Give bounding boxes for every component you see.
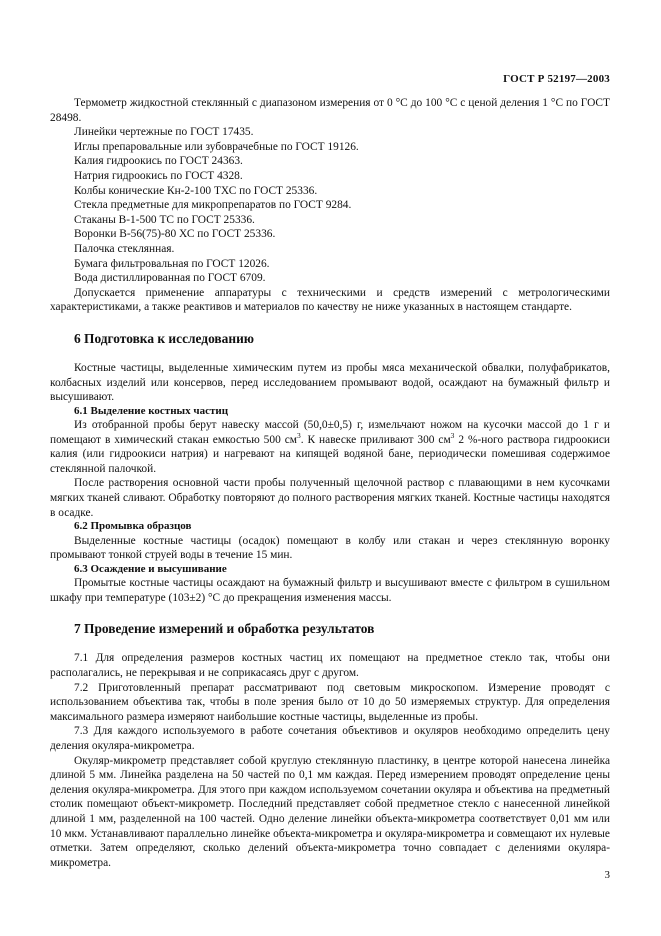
section-7-heading: 7 Проведение измерений и обработка результатов [74, 621, 375, 637]
equipment-item: Палочка стеклянная. [74, 242, 175, 255]
equipment-item: Натрия гидроокись по ГОСТ 4328. [74, 169, 243, 182]
subsection-6-1-paragraph-2: После растворения основной части пробы полученный щелочной раствор с плавающими в нем кусочками мягких тканей сливают. Обработку повторяют до полного растворения мягких тканей. Костные частицы находятся в осадке. [50, 477, 610, 519]
subsection-6-3-paragraph: Промытые костные частицы осаждают на бумажный фильтр и высушивают вместе с фильтром в сушильном шкафу при температуре (103±2) °С до прекращения изменения массы. [50, 577, 610, 604]
subsection-6-2-paragraph: Выделенные костные частицы (осадок) помещают в колбу или стакан и через стеклянную воронку промывают тонкой струей воды в течение 15 мин. [50, 534, 610, 562]
equipment-item: Стекла предметные для микропрепаратов по ГОСТ 9284. [74, 199, 352, 212]
subsection-6-1-heading: 6.1 Выделение костных частиц [74, 404, 229, 417]
subsection-6-3-heading: 6.3 Осаждение и высушивание [74, 562, 227, 575]
paragraph-7-2: 7.2 Приготовленный препарат рассматривают под световым микроскопом. Измерение проводят с использованием объектива так, чтобы в поле зрения было от 10 до 50 измеряемых структур. Для определения максимального размера измеряют наибольшие костные частицы, выделенные из пробы. [50, 681, 610, 723]
subsection-6-2-heading: 6.2 Промывка образцов [74, 520, 192, 533]
standard-header: ГОСТ Р 52197—2003 [503, 73, 610, 85]
equipment-item: Вода дистиллированная по ГОСТ 6709. [74, 272, 266, 285]
equipment-item: Иглы препаровальные или зубоврачебные по ГОСТ 19126. [74, 140, 359, 153]
allowance-paragraph: Допускается применение аппаратуры с техническими и средств измерений с метрологическими характеристиками, а также реактивов и материалов по качеству не ниже указанных в настоящем стандарте. [50, 286, 610, 314]
equipment-item: Калия гидроокись по ГОСТ 24363. [74, 155, 243, 168]
paragraph-7-3-micrometer: Окуляр-микрометр представляет собой круглую стеклянную пластинку, в центре которой нанесена линейка длиной 5 мм. Линейка разделена на 50 частей по 0,1 мм каждая. Перед измерением проводят определение цены деления окуляра-микрометра. Для этого при каждом используемом сочетании окуляра и объектива на предметный столик помещают объект-микрометр. Последний представляет собой предметное стекло с нанесенной линейкой длиной 1 мм, разделенной на 100 частей. Одно деление линейки объекта-микрометра соответствует 0,01 мм или 10 мкм. Устанавливают параллельно линейке объекта-микрометра и окуляра-микрометра и совмещают их нулевые отметки. Затем определяют, сколько делений объекта-микрометра точно совпадает с делениями окуляра-микрометра. [50, 754, 610, 869]
section-6-heading: 6 Подготовка к исследованию [74, 330, 255, 346]
paragraph-7-3: 7.3 Для каждого используемого в работе сочетания объективов и окуляров необходимо определить цену деления окуляра-микрометра. [50, 725, 610, 752]
paragraph-7-1: 7.1 Для определения размеров костных частиц их помещают на предметное стекло так, чтобы они располагались, не перекрывая и не соприкасаясь друг с другом. [50, 652, 610, 680]
equipment-item: Стаканы В-1-500 ТС по ГОСТ 25336. [74, 213, 255, 226]
subsection-6-1-paragraph: Из отобранной пробы берут навеску массой (50,0±0,5) г, измельчают ножом на кусочки массой до 1 г и помещают в химический стакан емкостью 500 $см^3$. К навеске приливают 300 $см^3$ 2 %-ного раствора гидроокиси калия (или гидроокиси натрия) и нагревают на кипящей водяной бане, периодически помешивая содержимое стеклянной палочкой. [50, 419, 610, 475]
document-page [50, 0, 610, 936]
equipment-item: Колбы конические Кн-2-100 ТХС по ГОСТ 25336. [74, 184, 318, 197]
equipment-item: Бумага фильтровальная по ГОСТ 12026. [74, 257, 270, 270]
equipment-list [50, 125, 610, 286]
page-content [50, 96, 610, 870]
equipment-item: Линейки чертежные по ГОСТ 17435. [74, 126, 254, 139]
thermometer-item: Термометр жидкостной стеклянный с диапазоном измерения от 0 °С до 100 °С с ценой деления 1 °С по ГОСТ 28498. [50, 97, 610, 124]
section-6-intro: Костные частицы, выделенные химическим путем из пробы мяса механической обвалки, полуфабрикатов, колбасных изделий или консервов, перед исследованием промывают водой, осаждают на бумажный фильтр и высушивают. [50, 361, 610, 404]
equipment-item: Воронки В-56(75)-80 ХС по ГОСТ 25336. [74, 228, 276, 241]
page-number: 3 [604, 869, 610, 881]
